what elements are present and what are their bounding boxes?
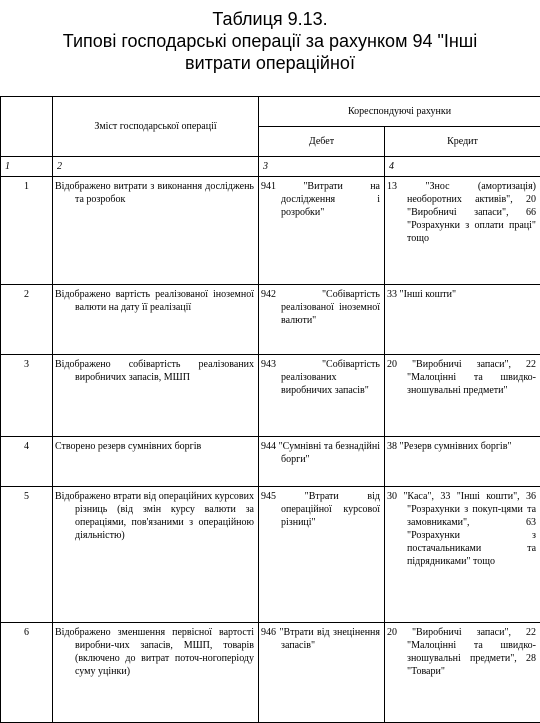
credit-account: 20 "Виробничі запаси", 22 "Малоцінні та швидко-зношувальні предмети" xyxy=(385,355,540,437)
row-number: 5 xyxy=(1,487,53,623)
table-number: Таблиця 9.13. xyxy=(0,8,540,30)
row-number: 6 xyxy=(1,623,53,723)
credit-header: Кредит xyxy=(385,127,540,157)
accounts-header: Кореспондуючі рахунки xyxy=(259,97,540,127)
debit-header: Дебет xyxy=(259,127,385,157)
credit-account: 20 "Виробничі запаси", 22 "Малоцінні та швидко-зношувальні предмети", 28 "Товари" xyxy=(385,623,540,723)
row-number: 4 xyxy=(1,437,53,487)
credit-account: 30 "Каса", 33 "Інші кошти", 36 "Розрахунки з покуп-цями та замовниками", 63 "Розрахунки з постачальниками та підрядниками" тощо xyxy=(385,487,540,623)
credit-account: 13 "Знос (амортизація) необоротних активів", 20 "Виробничі запаси", 66 "Розрахунки з оплати праці" тощо xyxy=(385,177,540,285)
header-row-top xyxy=(1,97,540,127)
debit-account: 944 "Сумнівні та безнадійні борги" xyxy=(259,437,385,487)
column-index: 4 xyxy=(385,157,540,177)
table-row xyxy=(1,177,540,285)
content-header: Зміст господарської операції xyxy=(53,97,259,157)
operation-content: Відображено вартість реалізованої іноземної валюти на дату її реалізації xyxy=(53,285,259,355)
table-caption: Типові господарські операції за рахунком 94 "Інші витрати операційної xyxy=(0,30,540,74)
debit-account: 945 "Втрати від операційної курсової різниці" xyxy=(259,487,385,623)
operation-content: Відображено зменшення первісної вартості виробни-чих запасів, МШП, товарів (включено до витрат поточ-ногоперіоду суму уцінки) xyxy=(53,623,259,723)
debit-account: 942 "Собівартість реалізованої іноземної валюти" xyxy=(259,285,385,355)
operations-table xyxy=(0,96,540,723)
table-row xyxy=(1,623,540,723)
index-header-cell xyxy=(1,97,53,157)
column-index-row xyxy=(1,157,540,177)
row-number: 3 xyxy=(1,355,53,437)
operation-content: Відображено витрати з виконання досліджень та розробок xyxy=(53,177,259,285)
column-index: 3 xyxy=(259,157,385,177)
column-index: 2 xyxy=(53,157,259,177)
operation-content: Відображено втрати від операційних курсових різниць (від змін курсу валюти за операціями, пов'язаними з операційною діяльністю) xyxy=(53,487,259,623)
table-row xyxy=(1,355,540,437)
table-row xyxy=(1,285,540,355)
debit-account: 943 "Собівартість реалізованих виробничих запасів" xyxy=(259,355,385,437)
table-title xyxy=(0,8,540,74)
credit-account: 38 "Резерв сумнівних боргів" xyxy=(385,437,540,487)
debit-account: 946 "Втрати від знецінення запасів" xyxy=(259,623,385,723)
debit-account: 941 "Витрати на дослідження і розробки" xyxy=(259,177,385,285)
operation-content: Відображено собівартість реалізованих виробничих запасів, МШП xyxy=(53,355,259,437)
row-number: 1 xyxy=(1,177,53,285)
table-row xyxy=(1,437,540,487)
operation-content: Створено резерв сумнівних боргів xyxy=(53,437,259,487)
column-index: 1 xyxy=(1,157,53,177)
row-number: 2 xyxy=(1,285,53,355)
credit-account: 33 "Інші кошти" xyxy=(385,285,540,355)
table-row xyxy=(1,487,540,623)
